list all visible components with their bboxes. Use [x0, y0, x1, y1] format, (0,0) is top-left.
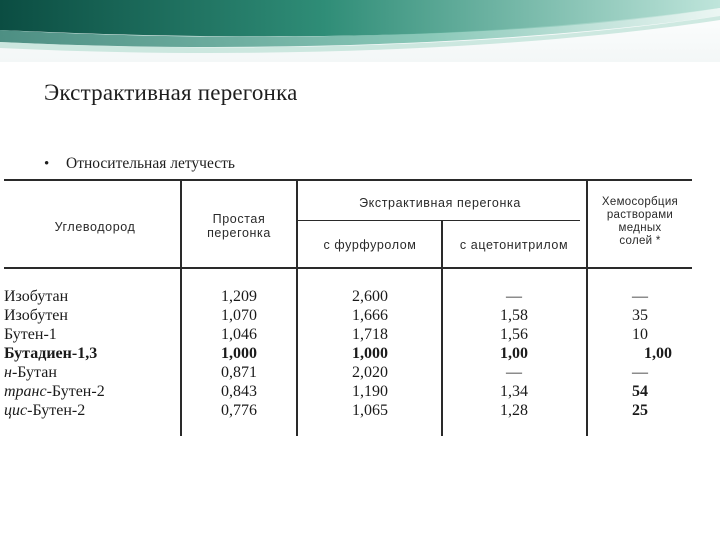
row-chemo-value: 10: [632, 326, 648, 343]
row-simple-value: 0,871: [221, 364, 257, 381]
header-bottom-rule: [4, 267, 692, 269]
row-acetonitrile-value: —: [506, 288, 522, 305]
extractive-subheader-rule: [298, 220, 580, 221]
row-acetonitrile-value: 1,28: [500, 402, 528, 419]
name-main: -Бутен-2: [46, 383, 105, 400]
name-main: -Бутан: [11, 364, 57, 381]
row-acetonitrile-value: 1,56: [500, 326, 528, 343]
row-simple-value: 1,070: [221, 307, 257, 324]
row-hydrocarbon-name: [4, 344, 97, 363]
row-acetonitrile-value: 1,00: [500, 345, 528, 362]
header-acetonitrile: с ацетонитрилом: [459, 238, 569, 252]
header-chemo-line1: Хемосорбция: [601, 196, 679, 208]
row-hydrocarbon-name: [4, 363, 57, 382]
row-furfural-value: 1,718: [352, 326, 388, 343]
column-divider: [586, 181, 588, 436]
header-chemo-line3: медных: [618, 222, 662, 234]
row-furfural-value: 2,020: [352, 364, 388, 381]
header-furfural: с фурфуролом: [323, 238, 417, 252]
row-simple-value: 0,843: [221, 383, 257, 400]
row-acetonitrile-value: 1,58: [500, 307, 528, 324]
row-furfural-value: 1,190: [352, 383, 388, 400]
row-acetonitrile-value: —: [506, 364, 522, 381]
name-main: Изобутан: [4, 288, 69, 305]
row-chemo-value: 35: [632, 307, 648, 324]
row-chemo-value: —: [632, 288, 648, 305]
row-chemo-value: 54: [632, 383, 648, 400]
row-hydrocarbon-name: [4, 325, 57, 344]
name-main: Изобутен: [4, 307, 68, 324]
header-chemo-line2: растворами: [606, 209, 674, 221]
row-chemo-value: —: [632, 364, 648, 381]
row-furfural-value: 1,666: [352, 307, 388, 324]
column-divider: [180, 181, 182, 436]
bullet-text: Относительная летучесть: [66, 155, 235, 172]
table-top-rule: [4, 179, 692, 181]
row-furfural-value: 1,000: [352, 345, 388, 362]
row-simple-value: 1,000: [221, 345, 257, 362]
name-prefix: н: [4, 364, 12, 381]
name-prefix: цис: [4, 402, 28, 419]
row-hydrocarbon-name: [4, 382, 105, 401]
header-chemo-line4: солей *: [619, 235, 661, 247]
row-simple-value: 1,209: [221, 288, 257, 305]
row-simple-value: 0,776: [221, 402, 257, 419]
header-simple-line2: перегонка: [207, 226, 271, 240]
column-divider: [296, 181, 298, 436]
row-hydrocarbon-name: [4, 401, 85, 420]
row-chemo-value: 25: [632, 402, 648, 419]
row-hydrocarbon-name: [4, 306, 68, 325]
name-main: Бутадиен-1,3: [4, 345, 98, 362]
bullet-point-icon: •: [44, 156, 50, 172]
header-simple-line1: Простая: [212, 212, 266, 226]
header-hydrocarbon: Углеводород: [54, 220, 136, 234]
name-main: -Бутен-2: [27, 402, 86, 419]
row-furfural-value: 1,065: [352, 402, 388, 419]
row-hydrocarbon-name: [4, 287, 68, 306]
row-simple-value: 1,046: [221, 326, 257, 343]
name-prefix: транс: [4, 383, 47, 400]
column-divider: [441, 221, 443, 436]
row-chemo-value: 1,00: [644, 345, 672, 362]
slide-title: Экстрактивная перегонка: [44, 80, 298, 105]
name-main: Бутен-1: [4, 326, 57, 343]
header-extractive: Экстрактивная перегонка: [359, 196, 521, 210]
row-furfural-value: 2,600: [352, 288, 388, 305]
row-acetonitrile-value: 1,34: [500, 383, 528, 400]
